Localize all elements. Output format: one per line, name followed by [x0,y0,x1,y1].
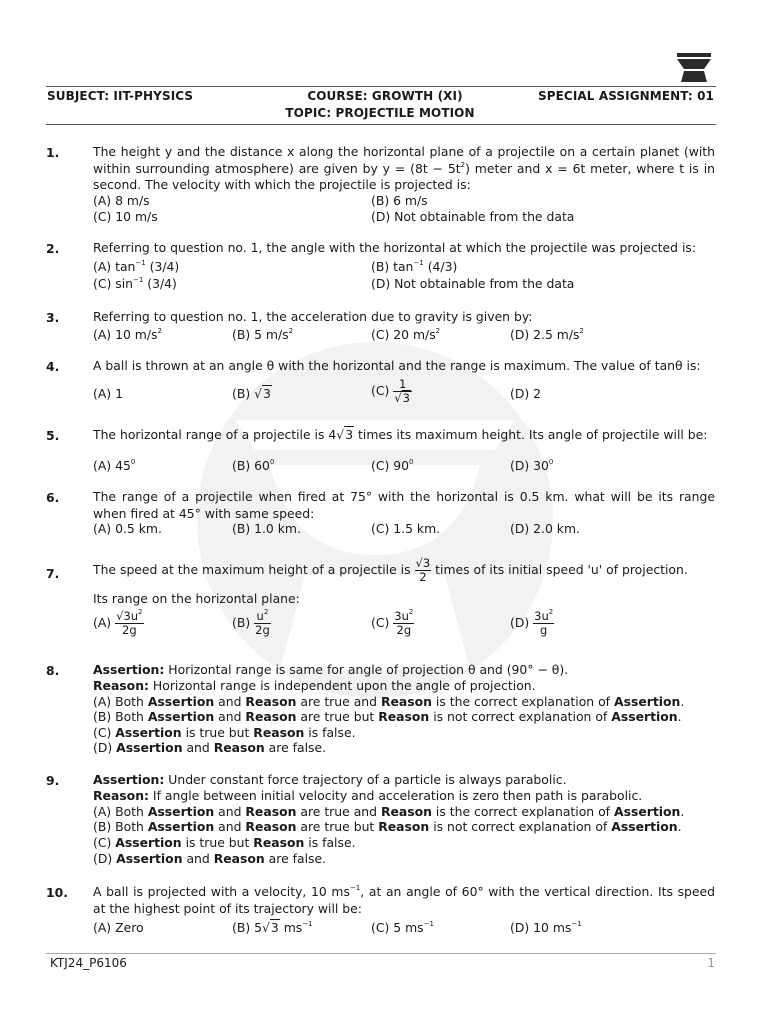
option-b: (B) $\frac{u^2}{2g}$ [232,608,270,637]
fraction: $\frac{1}{√3}$ [394,377,410,405]
option-d: (D) 2 [510,386,542,401]
sqrt-expression: √3 [254,386,271,401]
question-1-text: The height y and the distance x along the horizontal plane of a projectile on a certain planet (with within surrounding atmosphere) are given by $y = (8t - 5t^2)$ meter and x = 6t meter, where t is in second. The velocity with which the projectile is projected is: [93,144,715,192]
question-number: 1. [46,145,60,160]
question-number: 3. [46,310,60,325]
option-a: (A) $45^0$ [93,458,136,473]
question-number: 2. [46,241,60,256]
fraction: $\frac{√3u^2}{2g}$ [116,608,143,637]
option-b: (B) 5 $m/s^2$ [232,327,294,342]
footer-rule [46,953,716,954]
question-6-text: The range of a projectile when fired at 75° with the horizontal is 0.5 km. what will be its range when fired at 45° with same speed: [93,489,715,521]
option-a: (A) Both Assertion and Reason are true and Reason is the correct explanation of Assertion. [93,694,685,709]
fraction: $\frac{u^2}{2g}$ [255,608,270,637]
option-c: (C) Assertion is true but Reason is false. [93,725,356,740]
question-number: 5. [46,428,60,443]
option-b: (B) Both Assertion and Reason are true but Reason is not correct explanation of Assertion. [93,709,682,724]
option-c: (C) 20 $m/s^2$ [371,327,441,342]
option-b: (B) Both Assertion and Reason are true but Reason is not correct explanation of Assertion. [93,819,682,834]
option-c: (C) $90^0$ [371,458,414,473]
option-a: (A) $\frac{√3u^2}{2g}$ [93,608,143,637]
option-d: (D) $\frac{3u^2}{g}$ [510,608,554,637]
option-a: (A) 10 $m/s^2$ [93,327,162,342]
fraction: $\frac{3u^2}{g}$ [534,608,554,637]
option-c: (C) Assertion is true but Reason is false. [93,835,356,850]
option-a: (A) $\tan^{-1} (3/4)$ [93,259,180,274]
footer-code: KTJ24_P6106 [50,956,127,970]
question-2-text: Referring to question no. 1, the angle with the horizontal at which the projectile was projected is: [93,240,697,255]
option-d: (D) Assertion and Reason are false. [93,740,327,755]
question-5-text: The horizontal range of a projectile is 4√3 times its maximum height. Its angle of projectile will be: [93,427,708,442]
option-a: (A) Both Assertion and Reason are true and Reason is the correct explanation of Assertion. [93,804,685,819]
header-bottom-rule [46,124,716,125]
reason-line: Reason: Horizontal range is independent upon the angle of projection. [93,678,536,693]
header-topic: TOPIC: PROJECTILE MOTION [285,106,475,120]
brand-logo-icon [676,53,712,83]
question-number: 10. [46,885,68,900]
option-d: (D) 2.0 km. [510,521,580,536]
question-7-text: The speed at the maximum height of a projectile is $\frac{√3}{2}$ times of its initial speed 'u' of projection. [93,556,688,584]
header-course: COURSE: GROWTH (XI) [307,89,463,103]
question-number: 7. [46,566,60,581]
option-d: (D) 2.5 $m/s^2$ [510,327,584,342]
question-4-text: A ball is thrown at an angle θ with the horizontal and the range is maximum. The value of tanθ is: [93,358,701,373]
option-a: (A) Zero [93,920,144,935]
question-10-text: A ball is projected with a velocity, 10 $ms^{-1}$, at an angle of 60° with the vertical direction. Its speed at the highest point of its trajectory will be: [93,884,715,916]
option-c: (C) $\frac{1}{√3}$ [371,377,410,405]
question-number: 6. [46,490,60,505]
option-c: (C) 1.5 km. [371,521,441,536]
assertion-line: Assertion: Horizontal range is same for angle of projection θ and (90° − θ). [93,662,569,677]
header-top-rule [46,86,716,87]
question-3-text: Referring to question no. 1, the acceleration due to gravity is given by: [93,309,533,324]
option-d: (D) Not obtainable from the data [371,276,575,291]
page-number: 1 [707,956,715,970]
fraction: $\frac{√3}{2}$ [415,556,431,584]
header-assignment: SPECIAL ASSIGNMENT: 01 [538,89,714,103]
option-a: (A) 0.5 km. [93,521,162,536]
option-b: (B) 5√3 $ms^{-1}$ [232,920,313,935]
question-7-text-line2: Its range on the horizontal plane: [93,591,300,606]
assertion-line: Assertion: Under constant force trajectory of a particle is always parabolic. [93,772,567,787]
option-c: (C) $\sin^{-1} (3/4)$ [93,276,177,291]
option-b: (B) $\tan^{-1} (4/3)$ [371,259,458,274]
reason-line: Reason: If angle between initial velocity and acceleration is zero then path is parabolic. [93,788,643,803]
option-d: (D) 10 $ms^{-1}$ [510,920,582,935]
option-b: (B) √3 [232,386,271,401]
question-number: 4. [46,359,60,374]
header-subject: SUBJECT: IIT-PHYSICS [47,89,194,103]
question-number: 8. [46,663,60,678]
option-d: (D) Not obtainable from the data [371,209,575,224]
option-c: (C) 10 m/s [93,209,158,224]
fraction: $\frac{3u^2}{2g}$ [394,608,414,637]
option-b: (B) 6 m/s [371,193,428,208]
option-d: (D) $30^0$ [510,458,554,473]
option-a: (A) 1 [93,386,123,401]
option-a: (A) 8 m/s [93,193,150,208]
option-c: (C) 5 $ms^{-1}$ [371,920,434,935]
option-c: (C) $\frac{3u^2}{2g}$ [371,608,414,637]
option-b: (B) $60^0$ [232,458,275,473]
option-b: (B) 1.0 km. [232,521,301,536]
option-d: (D) Assertion and Reason are false. [93,851,327,866]
question-number: 9. [46,773,60,788]
